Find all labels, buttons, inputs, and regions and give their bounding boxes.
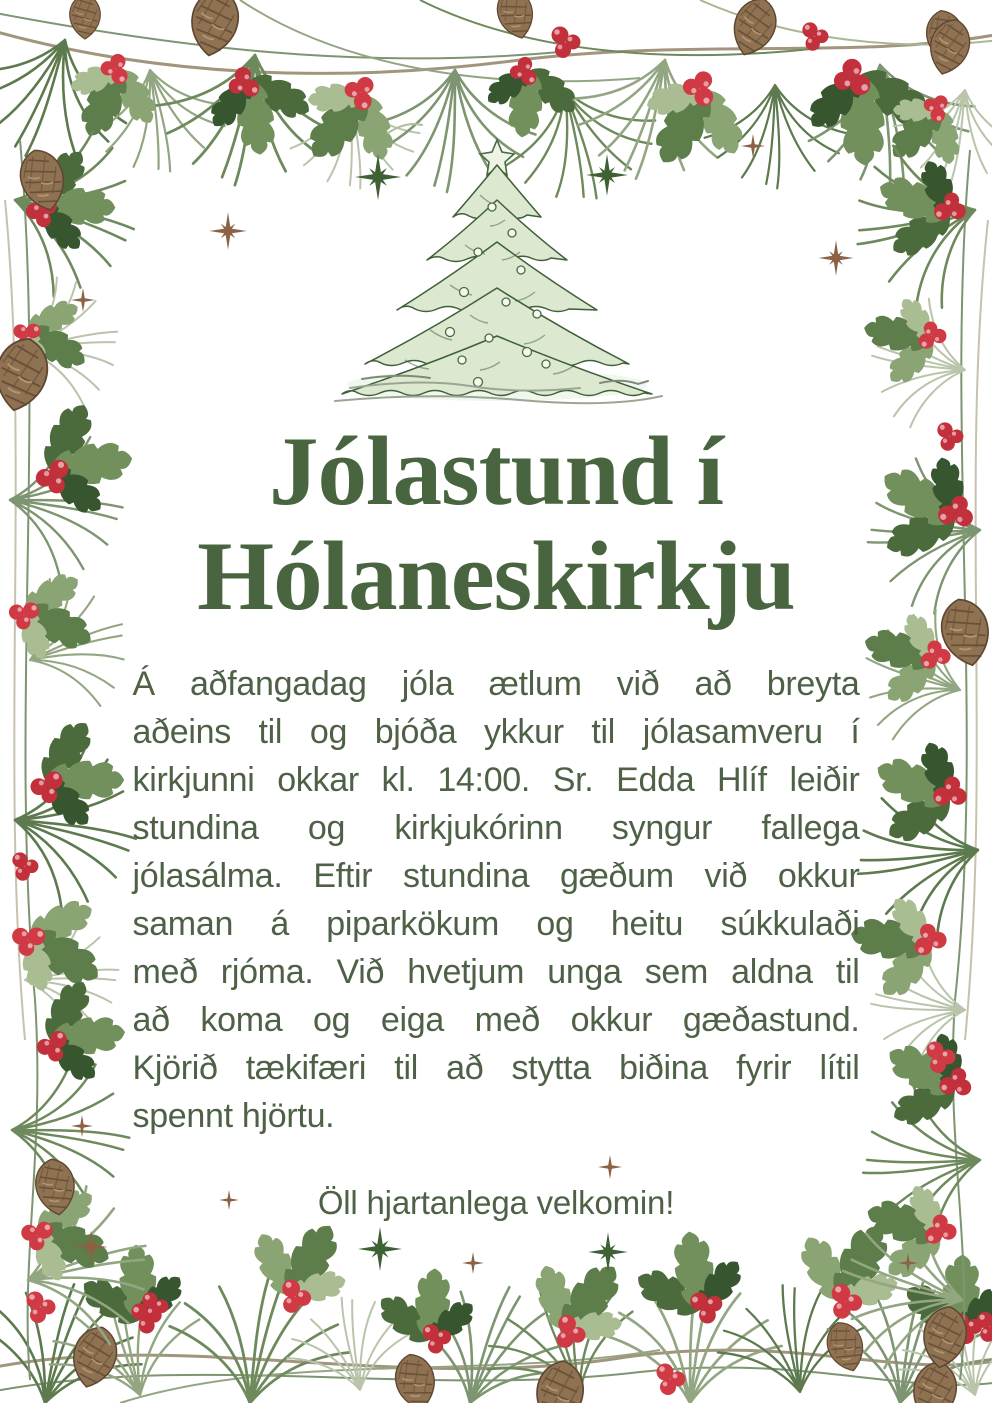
body-text-line: Kjörið tækifæri til að stytta biðina fyrir lítil — [132, 1048, 860, 1087]
body-text-line: Á aðfangadag jóla ætlum við að breyta — [132, 664, 860, 703]
body-text-line: saman á piparkökum og heitu súkkulaði — [132, 904, 860, 943]
title-line-2: Hólaneskirkju — [197, 521, 795, 631]
body-text-line: stundina og kirkjukórinn syngur fallega — [132, 808, 860, 847]
body-text-line: með rjóma. Við hvetjum unga sem aldna til — [132, 952, 860, 991]
title-line-1: Jólastund í — [269, 417, 723, 526]
poster-body-text — [133, 660, 860, 1140]
body-text-line: spennt hjörtu. — [132, 1096, 335, 1135]
body-text-line: kirkjunni okkar kl. 14:00. Sr. Edda Hlíf leiðir — [132, 760, 860, 799]
body-text-line: jólasálma. Eftir stundina gæðum við okkur — [132, 856, 860, 895]
closing-line: Öll hjartanlega velkomin! — [317, 1183, 675, 1221]
poster-title — [0, 417, 992, 631]
body-text-line: að koma og eiga með okkur gæðastund. — [132, 1000, 860, 1039]
body-text-line: aðeins til og bjóða ykkur til jólasamveru í — [132, 712, 860, 751]
